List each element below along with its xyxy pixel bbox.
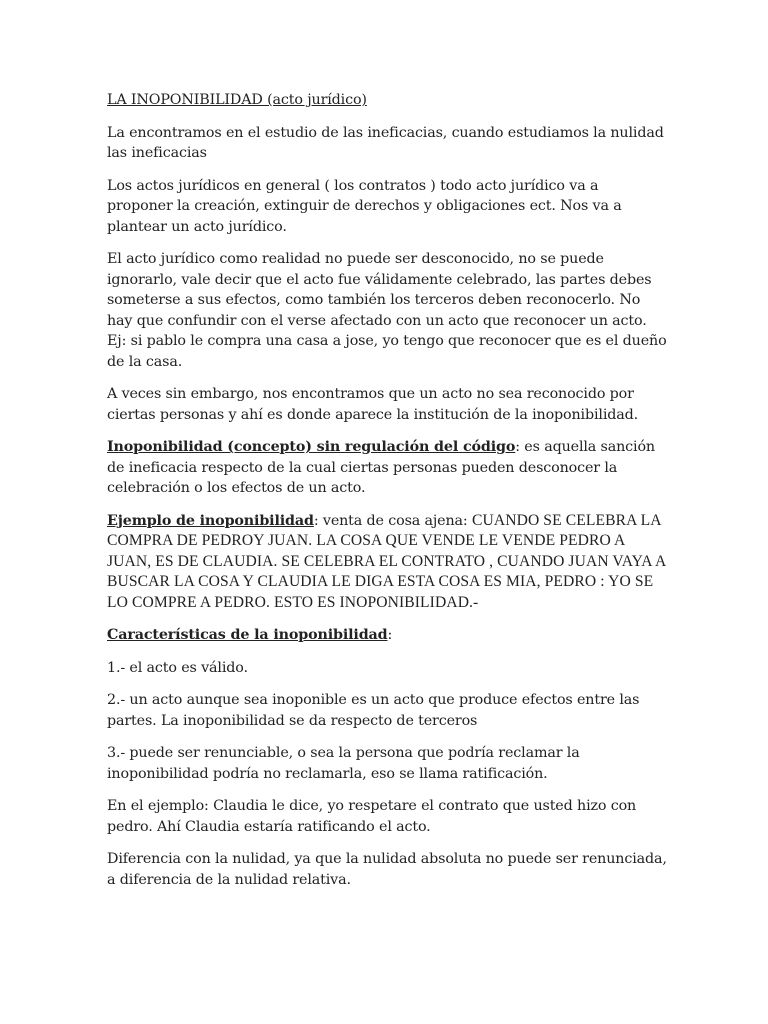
concepto-text: : es aquella sanción de ineficacia respecto de la cual ciertas personas pueden desconocer la celebración o los efectos de un acto. — [107, 439, 655, 496]
list-item-3: 3.- puede ser renunciable, o sea la persona que podría reclamar la inoponibilidad podría no reclamarla, eso se llama ratificación. — [107, 745, 580, 782]
paragraph-actos-juridicos: Los actos jurídicos en general ( los contratos ) todo acto jurídico va a proponer la creación, extinguir de derechos y obligaciones ect. Nos va a plantear un acto jurídico. — [107, 177, 622, 235]
paragraph-realidad: El acto jurídico como realidad no puede ser desconocido, no se puede ignorarlo, vale decir que el acto fue válidamente celebrado, las partes debes someterse a sus efectos, como también los terceros deben reconocerlo. No hay que confundir con el verse afectado con un acto que reconocer un acto. Ej: si pablo le compra una casa a jose, yo tengo que reconocer que es el dueño de la casa. — [107, 251, 667, 370]
paragraph-a-veces: A veces sin embargo, nos encontramos que un acto no sea reconocido por ciertas personas y ahí es donde aparece la institución de la inoponibilidad. — [107, 386, 639, 423]
ejemplo-heading: Ejemplo de inoponibilidad — [107, 512, 314, 529]
paragraph-diferencia: Diferencia con la nulidad, ya que la nulidad absoluta no puede ser renunciada, a diferencia de la nulidad relativa. — [107, 851, 667, 888]
ejemplo-text-caps: CUANDO SE CELEBRA LA COMPRA DE PEDROY JUAN. LA COSA QUE VENDE LE VENDE PEDRO A JUAN, ES DE CLAUDIA. SE CELEBRA EL CONTRATO , CUANDO JUAN VAYA A BUSCAR LA COSA Y CLAUDIA LE DIGA ESTA COSA ES MIA, PEDRO : YO SE LO COMPRE A PEDRO. ESTO ES INOPONIBILIDAD.- — [107, 511, 666, 611]
paragraph-caracteristicas — [107, 625, 667, 646]
document-title: LA INOPONIBILIDAD (acto jurídico) — [107, 92, 367, 108]
list-item-2: 2.- un acto aunque sea inoponible es un acto que produce efectos entre las partes. La inoponibilidad se da respecto de terceros — [107, 692, 640, 729]
paragraph-en-el-ejemplo: En el ejemplo: Claudia le dice, yo respetare el contrato que usted hizo con pedro. Ahí Claudia estaría ratificando el acto. — [107, 798, 637, 835]
paragraph-concepto — [107, 437, 667, 499]
caracteristicas-heading: Características de la inoponibilidad — [107, 627, 388, 643]
list-item-1: 1.- el acto es válido. — [107, 659, 248, 676]
paragraph-intro: La encontramos en el estudio de las ineficacias, cuando estudiamos la nulidad las ineficacias — [107, 124, 664, 161]
document-page — [107, 90, 667, 902]
paragraph-ejemplo — [107, 511, 667, 614]
concepto-heading: Inoponibilidad (concepto) sin regulación del código — [107, 439, 516, 455]
ejemplo-text-intro: : venta de cosa ajena: — [313, 512, 472, 529]
caracteristicas-colon: : — [387, 627, 393, 643]
